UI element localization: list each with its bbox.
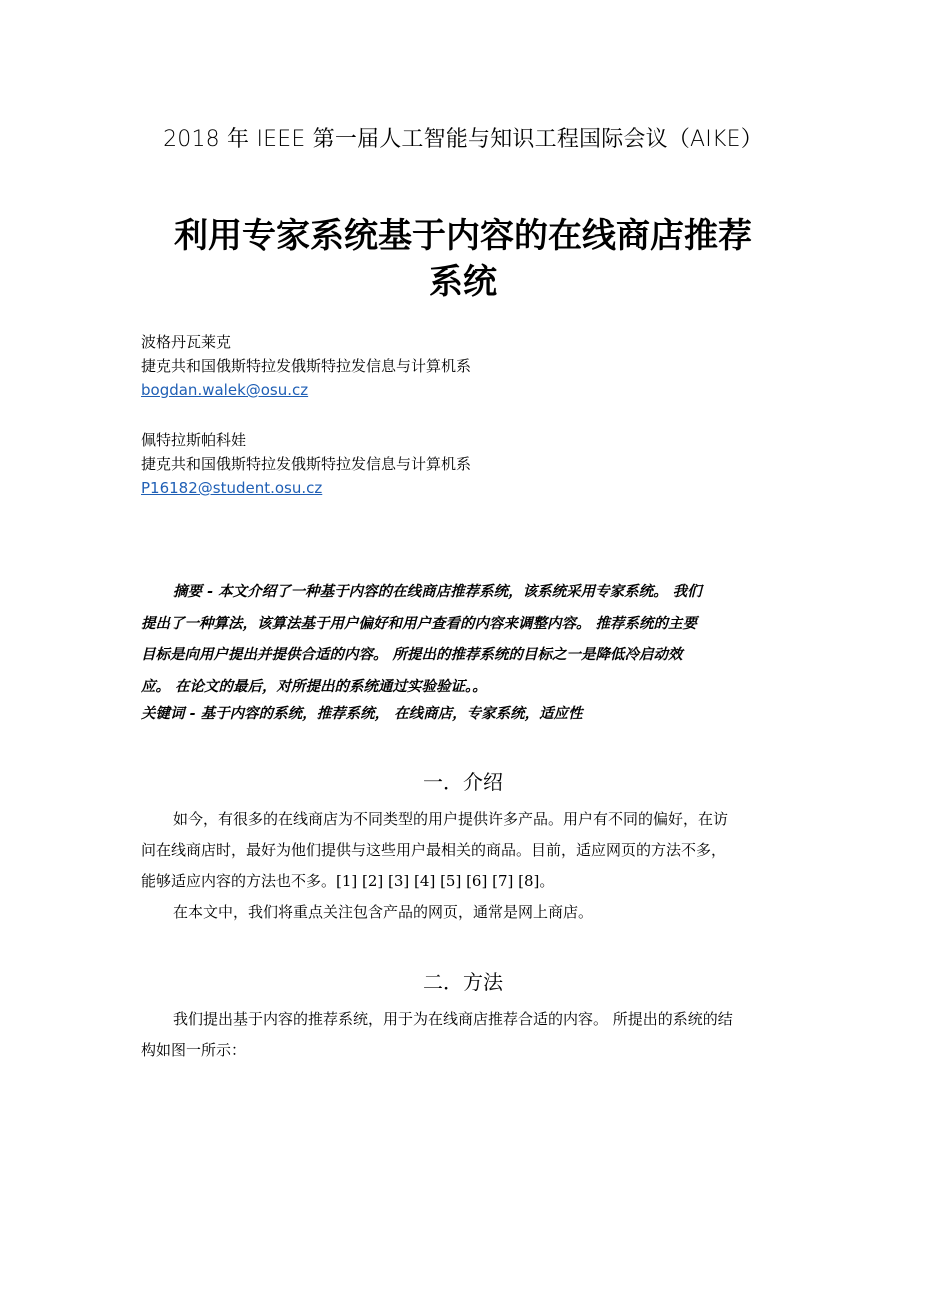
conference-header: 2018 年 IEEE 第一届人工智能与知识工程国际会议（AIKE） — [163, 127, 763, 152]
section-heading-introduction: 一．介绍 — [423, 770, 503, 794]
author-name: 佩特拉斯帕科娃 — [141, 431, 247, 449]
paragraph-line: 能够适应内容的方法也不多。[1] [2] [3] [4] [5] [6] [7] [8]。 — [141, 872, 555, 890]
author-block-2 — [141, 428, 471, 500]
paragraph-line: 构如图一所示： — [141, 1041, 247, 1059]
paper-title — [0, 213, 926, 305]
author-affiliation: 捷克共和国俄斯特拉发俄斯特拉发信息与计算机系 — [141, 357, 472, 375]
author-block-1 — [141, 330, 471, 402]
paragraph — [141, 1004, 787, 1066]
keywords: 关键词 - 基于内容的系统，推荐系统， 在线商店，专家系统，适应性 — [141, 705, 583, 722]
abstract-line: 目标是向用户提出并提供合适的内容。 所提出的推荐系统的目标之一是降低冷启动效 — [141, 646, 683, 663]
author-affiliation: 捷克共和国俄斯特拉发俄斯特拉发信息与计算机系 — [141, 455, 472, 473]
section-heading-method: 二．方法 — [423, 970, 503, 994]
author-email-link[interactable]: P16182@student.osu.cz — [141, 479, 323, 497]
author-name: 波格丹瓦莱克 — [141, 333, 232, 351]
abstract-line: 应。 在论文的最后，对所提出的系统通过实验验证。。 — [141, 677, 487, 695]
abstract — [141, 576, 787, 730]
author-email-link[interactable]: bogdan.walek@osu.cz — [141, 381, 309, 399]
paragraph-line: 在本文中，我们将重点关注包含产品的网页，通常是网上商店。 — [173, 903, 594, 921]
paper-title-line-1: 利用专家系统基于内容的在线商店推荐 — [174, 216, 752, 256]
paragraph-line: 如今，有很多的在线商店为不同类型的用户提供许多产品。用户有不同的偏好，在访 — [173, 810, 729, 828]
paragraph-line: 问在线商店时，最好为他们提供与这些用户最相关的商品。目前，适应网页的方法不多， — [141, 841, 727, 859]
abstract-line: 提出了一种算法，该算法基于用户偏好和用户查看的内容来调整内容。 推荐系统的主要 — [141, 614, 698, 632]
abstract-line: 摘要 - 本文介绍了一种基于内容的在线商店推荐系统，该系统采用专家系统。 我们 — [173, 583, 702, 600]
paragraph — [141, 804, 787, 928]
paper-title-line-2: 系统 — [429, 262, 497, 302]
paragraph-line: 我们提出基于内容的推荐系统，用于为在线商店推荐合适的内容。 所提出的系统的结 — [173, 1010, 733, 1028]
